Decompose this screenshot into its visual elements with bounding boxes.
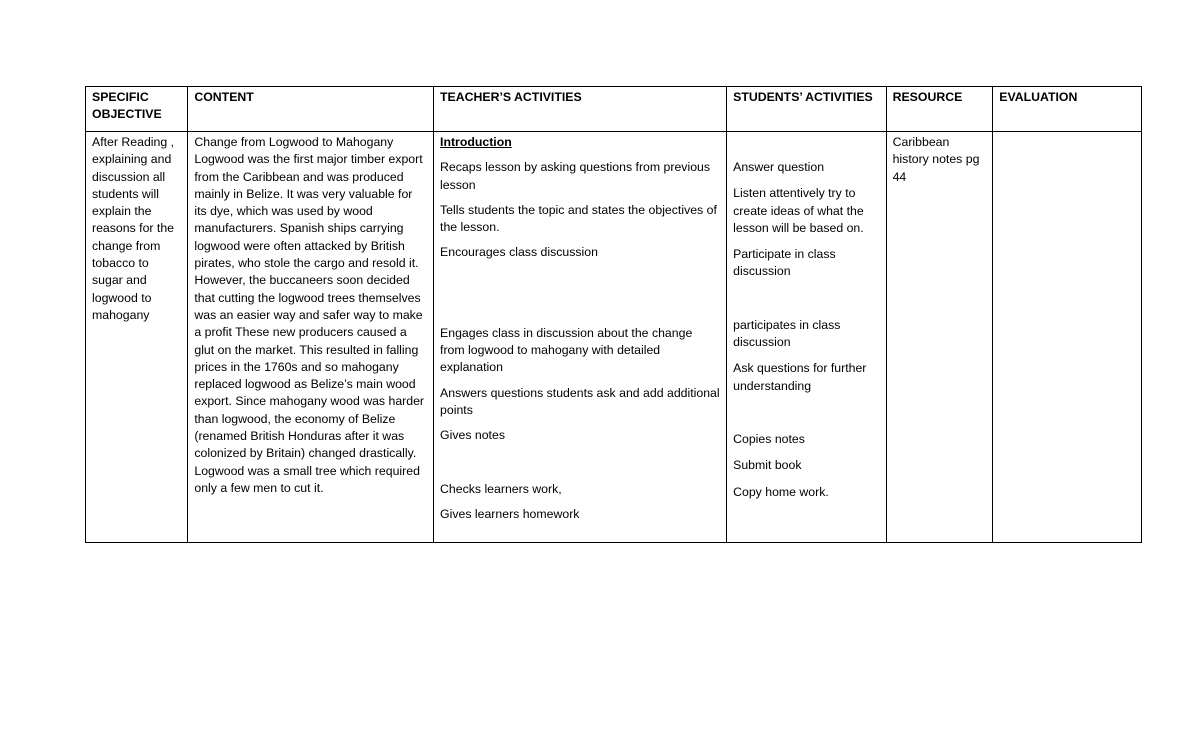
- students-activities-cell: [727, 132, 886, 543]
- table-row: [86, 132, 1142, 543]
- student-activity: Submit book: [733, 458, 802, 473]
- teacher-activity: Gives learners homework: [440, 506, 580, 521]
- teacher-activity: Engages class in discussion about the change from logwood to mahogany with detailed explanation: [440, 325, 693, 375]
- header-students-activities: STUDENTS’ ACTIVITIES: [727, 87, 886, 132]
- evaluation-cell: [993, 132, 1142, 543]
- introduction-heading: Introduction: [440, 135, 512, 149]
- teacher-activity: Checks learners work,: [440, 481, 562, 496]
- objective-cell: [86, 132, 188, 543]
- header-objective: SPECIFIC OBJECTIVE: [86, 87, 188, 132]
- header-resource: RESOURCE: [886, 87, 993, 132]
- objective-text: After Reading , explaining and discussion all students will explain the reasons for the change from tobacco to sugar and logwood to mahogany: [92, 135, 175, 322]
- teacher-activity: Recaps lesson by asking questions from previous lesson: [440, 160, 711, 192]
- header-content: CONTENT: [188, 87, 434, 132]
- resource-cell: [886, 132, 993, 543]
- teacher-activity: Answers questions students ask and add additional points: [440, 385, 720, 417]
- header-row: [86, 87, 1142, 132]
- content-cell: [188, 132, 434, 543]
- teacher-activity: Tells students the topic and states the objectives of the lesson.: [440, 202, 717, 235]
- student-activity: Ask questions for further understanding: [733, 361, 867, 393]
- student-activity: Copy home work.: [733, 484, 829, 499]
- header-teacher-activities: TEACHER’S ACTIVITIES: [434, 87, 727, 132]
- resource-text: Caribbean history notes pg 44: [892, 135, 980, 184]
- student-activity: Participate in class discussion: [733, 247, 836, 279]
- student-activity: Copies notes: [733, 431, 805, 446]
- teacher-activity: Gives notes: [440, 428, 505, 443]
- teacher-activity: Encourages class discussion: [440, 245, 598, 260]
- teacher-activities-cell: [434, 132, 727, 543]
- lesson-plan-table: [85, 86, 1142, 543]
- student-activity: participates in class discussion: [733, 317, 841, 350]
- student-activity: Listen attentively try to create ideas of what the lesson will be based on.: [733, 186, 864, 235]
- content-text: Change from Logwood to Mahogany Logwood was the first major timber export from the Caribbean and was produced mainly in Belize. It was very valuable for its dye, which was used by wood manufacturers. Spanish ships carrying logwood were often attacked by British pirates, who stole the cargo and resold it. However, the buccaneers soon decided that cutting the logwood trees themselves was an easier way and safer way to make a profit These new producers caused a glut on the market. This resulted in falling prices in the 1760s and so mahogany replaced logwood as Belize’s main wood export. Since mahogany wood was harder than logwood, the economy of Belize (renamed British Honduras after it was colonized by Britain) changed drastically. Logwood was a small tree which required only a few men to cut it.: [194, 135, 425, 495]
- student-activity: Answer question: [733, 160, 825, 174]
- header-evaluation: EVALUATION: [993, 87, 1142, 132]
